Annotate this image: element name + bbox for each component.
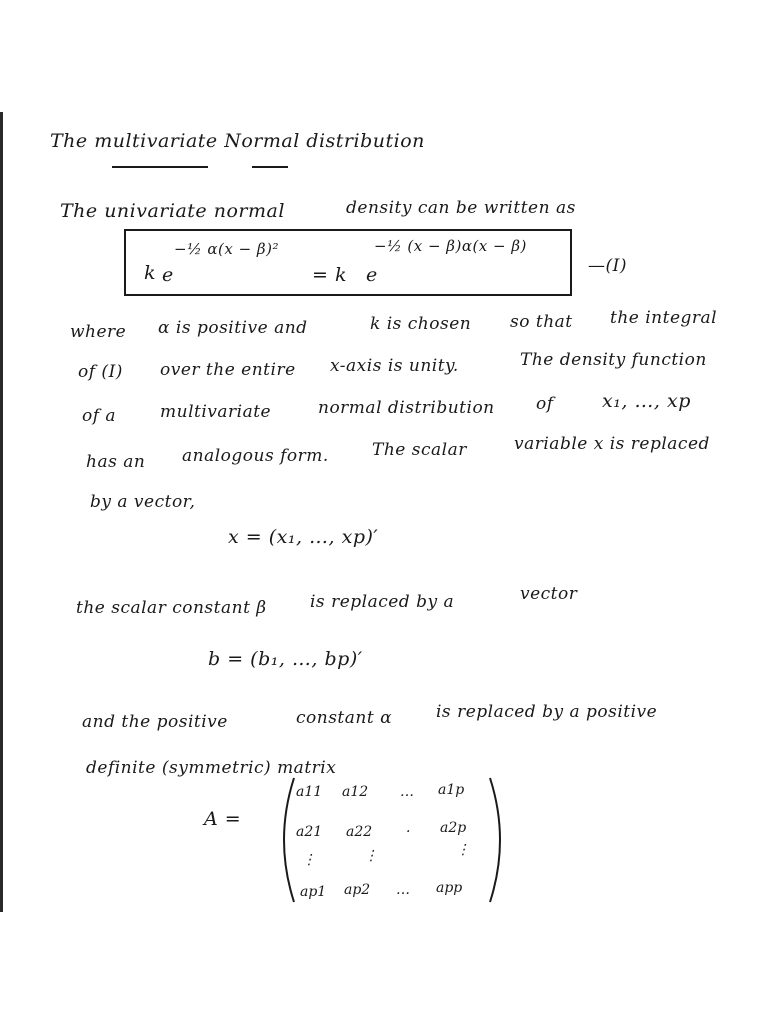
matrix-A: [272, 770, 512, 910]
matrix-cell-r3-vdots-1: ⋮: [302, 852, 316, 868]
para-line1-b: α is positive and: [158, 318, 308, 338]
para-line3-a: of a: [82, 406, 117, 426]
vector-b-definition: b = (b₁, …, bp)′: [208, 648, 363, 670]
para-line3-d: of: [536, 394, 554, 414]
para-line4-c: The scalar: [372, 440, 467, 460]
matrix-cell-r4-ellipsis: …: [396, 882, 410, 898]
para-line3-e: x₁, …, xp: [602, 390, 691, 412]
title-underline-1: [112, 166, 208, 168]
matrix-cell-a1p: a1p: [438, 782, 465, 798]
alpha-line-b: constant α: [296, 708, 393, 728]
scan-page-edge: [0, 112, 3, 912]
matrix-cell-r1-ellipsis: …: [400, 784, 414, 800]
matrix-cell-r3-vdots-2: ⋮: [364, 848, 378, 864]
matrix-cell-a21: a21: [296, 824, 323, 840]
para-line3-b: multivariate: [160, 402, 272, 422]
beta-line-c: vector: [520, 584, 578, 604]
equation-equals-k: = k: [312, 264, 347, 286]
equation-e-left: e: [162, 264, 174, 286]
para-line4-b: analogous form.: [182, 446, 329, 466]
para-line5: by a vector,: [90, 492, 196, 512]
para-line2-d: The density function: [520, 350, 707, 370]
para-line4-d: variable x is replaced: [514, 434, 710, 454]
alpha-line-c: is replaced by a positive: [436, 702, 658, 722]
beta-line-a: the scalar constant β: [76, 598, 267, 618]
matrix-cell-r2-dot: ·: [406, 824, 411, 840]
para-line2-a: of (I): [78, 362, 123, 382]
matrix-cell-ap2: ap2: [344, 882, 371, 898]
matrix-cell-app: app: [436, 880, 463, 896]
para-line1-d: so that: [510, 312, 573, 332]
title-underline-2: [252, 166, 288, 168]
para-line3-c: normal distribution: [318, 398, 495, 418]
para-line2-c: x-axis is unity.: [330, 356, 459, 376]
equation-label: —(I): [588, 256, 627, 276]
para-line1-e: the integral: [610, 308, 718, 328]
matrix-cell-r3-vdots-4: ⋮: [456, 842, 470, 858]
intro-text-right: density can be written as: [346, 198, 576, 218]
matrix-label: A =: [204, 808, 242, 830]
para-line4-a: has an: [86, 452, 146, 472]
beta-line-b: is replaced by a: [310, 592, 455, 612]
para-line2-b: over the entire: [160, 360, 296, 380]
equation-e-right: e: [366, 264, 378, 286]
alpha-line-a: and the positive: [82, 712, 228, 732]
equation-k-left: k: [144, 262, 157, 284]
definite-matrix-line: definite (symmetric) matrix: [86, 758, 337, 778]
para-line1-c: k is chosen: [370, 314, 472, 334]
vector-x-definition: x = (x₁, …, xp)′: [228, 526, 379, 548]
matrix-cell-a12: a12: [342, 784, 369, 800]
page-title: The multivariate Normal distribution: [50, 130, 425, 152]
matrix-cell-a2p: a2p: [440, 820, 467, 836]
matrix-cell-ap1: ap1: [300, 884, 327, 900]
matrix-cell-a22: a22: [346, 824, 373, 840]
intro-text-left: The univariate normal: [60, 200, 285, 222]
equation-exponent-right: −½ (x − β)α(x − β): [374, 237, 527, 255]
para-line1-a: where: [70, 322, 127, 342]
matrix-cell-a11: a11: [296, 784, 323, 800]
equation-exponent-left: −½ α(x − β)²: [174, 240, 279, 258]
